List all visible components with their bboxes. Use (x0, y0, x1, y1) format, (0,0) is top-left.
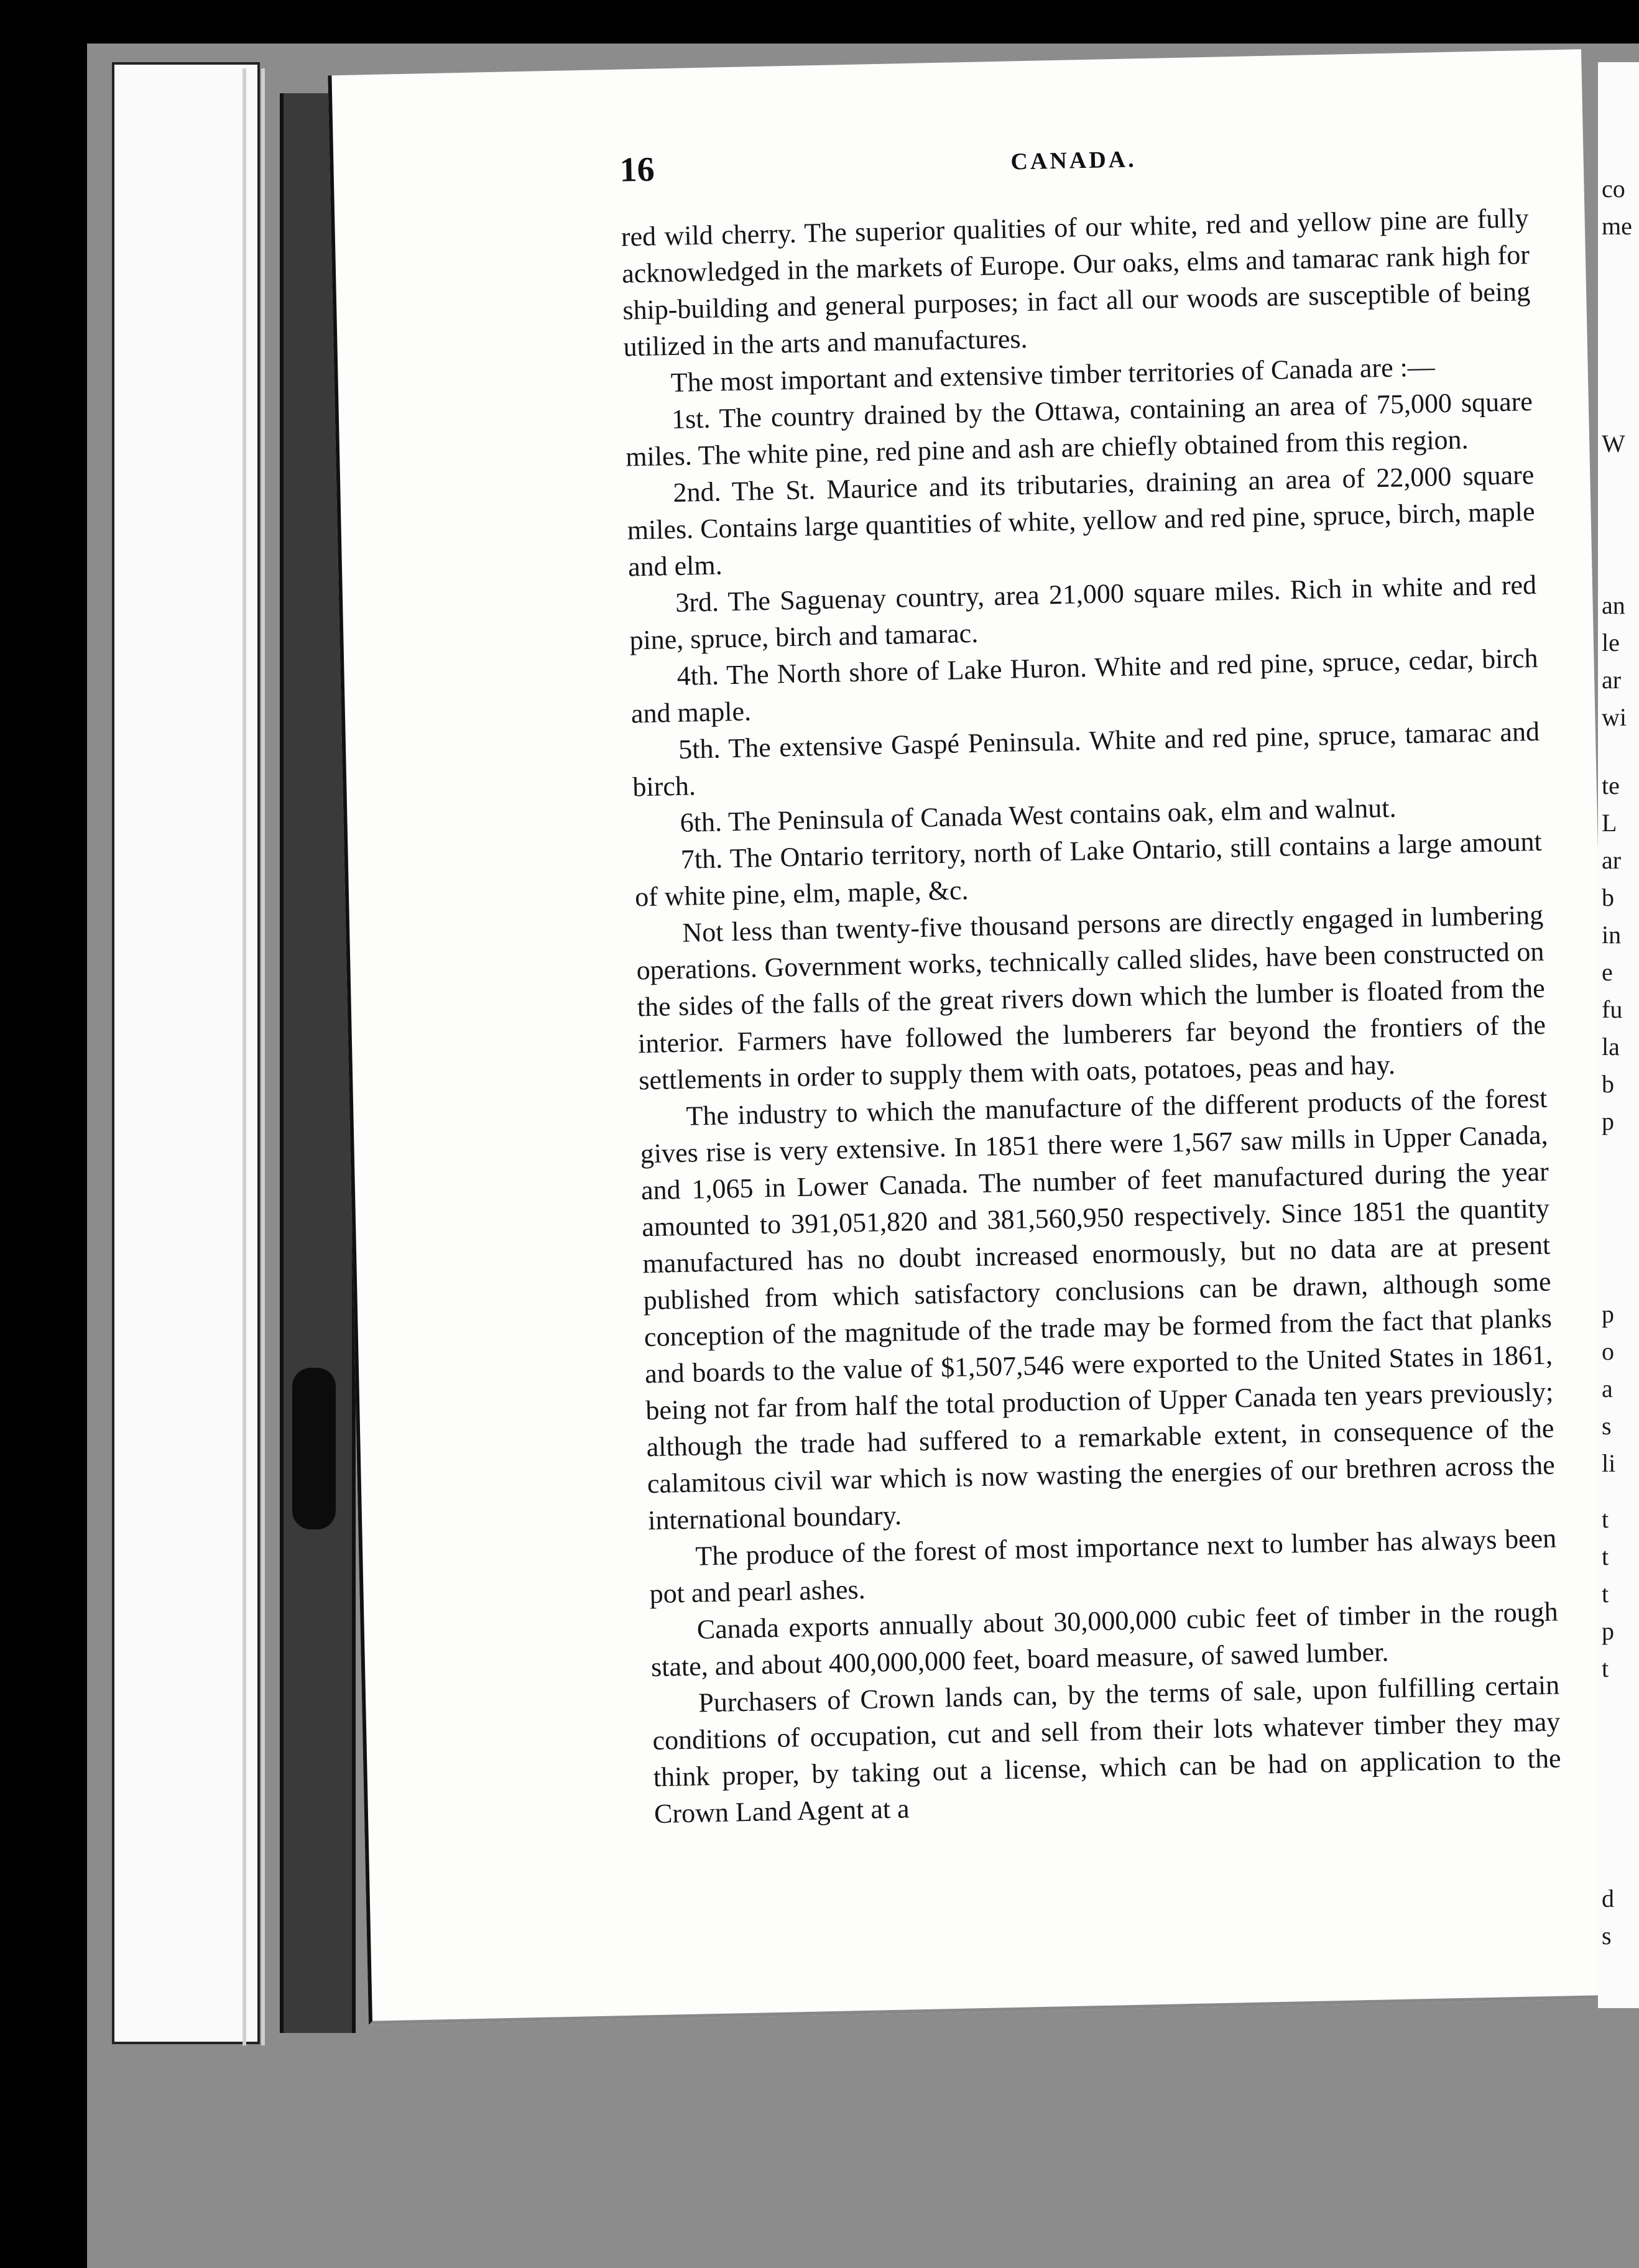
paragraph: The most important and extensive timber territories of Canada are :— (670, 351, 1436, 399)
adjacent-page-text: me (1602, 212, 1632, 240)
adjacent-page-text: ar (1602, 846, 1622, 874)
running-head: CANADA. (1010, 146, 1137, 175)
adjacent-page-text: te (1602, 772, 1620, 800)
paragraph: The produce of the forest of most importance next to lumber has always been pot and pearl ashes. (649, 1523, 1557, 1610)
paragraph: Canada exports annually about 30,000,000 cubic feet of timber in the rough state, and about 400,000,000 feet, board measure, of sawed lumber. (650, 1596, 1559, 1683)
paragraph: Purchasers of Crown lands can, by the terms of sale, upon fulfilling certain conditions of occupation, cut and sell from their lots whatever timber they may think proper, by taking out a license, which can be had on application to the Crown Land Agent at a (652, 1669, 1562, 1830)
page-edges (112, 62, 260, 2044)
adjacent-page-text: ar (1602, 666, 1622, 694)
paragraph: 5th. The extensive Gaspé Peninsula. White and red pine, spruce, tamarac and birch. (632, 716, 1540, 803)
adjacent-page-text: t (1602, 1654, 1609, 1682)
adjacent-page-text: b (1602, 883, 1614, 911)
adjacent-page-text: p (1602, 1617, 1614, 1645)
adjacent-page-text: co (1602, 175, 1625, 203)
adjacent-page-text: in (1602, 921, 1622, 949)
adjacent-page-text: fu (1602, 995, 1623, 1023)
adjacent-page-text: t (1602, 1580, 1609, 1608)
adjacent-page-text: o (1602, 1337, 1614, 1365)
adjacent-page-edge (1598, 62, 1639, 2008)
paragraph: 3rd. The Saguenay country, area 21,000 square miles. Rich in white and red pine, spruce, birch and tamarac. (629, 569, 1537, 656)
adjacent-page-text: W (1602, 430, 1625, 458)
paragraph: The industry to which the manufacture of the different products of the forest gives rise is very extensive. In 1851 there were 1,567 saw mills in Upper Canada, and 1,065 in Lower Canada. The number of feet manufactured during the year amounted to 391,051,820 and 381,560,950 respectively. Since 1851 the quantity manufactured has no doubt increased enormously, but no data are at present published from which satisfactory conclusions can be drawn, although some conception of the magnitude of the trade may be formed from the fact that planks and boards to the value of $1,507,546 were exported to the United States in 1861, being not far from half the total production of Upper Canada ten years previously; although the trade had suffered to a remarkable extent, in consequence of the calamitous civil war which is now wasting the energies of our brethren across the international boundary. (640, 1082, 1556, 1536)
adjacent-page-text: L (1602, 809, 1617, 837)
adjacent-page-text: le (1602, 629, 1620, 657)
paragraph: 1st. The country drained by the Ottawa, containing an area of 75,000 square miles. The white pine, red pine and ash are chiefly obtained from this region. (625, 386, 1533, 472)
adjacent-page-text: e (1602, 958, 1613, 986)
adjacent-page-text: an (1602, 591, 1625, 619)
adjacent-page-text: t (1602, 1505, 1609, 1533)
body-text (621, 200, 1566, 2052)
adjacent-page-text: p (1602, 1300, 1614, 1328)
paragraph: 7th. The Ontario territory, north of Lake Ontario, still contains a large amount of white pine, elm, maple, &c. (634, 826, 1543, 913)
adjacent-page-text: li (1602, 1449, 1616, 1477)
adjacent-page-text: t (1602, 1542, 1609, 1570)
spine-damage (292, 1368, 336, 1529)
paragraph: 6th. The Peninsula of Canada West contains oak, elm and walnut. (680, 792, 1397, 838)
adjacent-page-text: wi (1602, 703, 1627, 731)
adjacent-page-text: b (1602, 1070, 1614, 1098)
paragraph: 4th. The North shore of Lake Huron. White and red pine, spruce, cedar, birch and maple. (630, 642, 1538, 729)
adjacent-page-text: d (1602, 1884, 1614, 1912)
adjacent-page-text: s (1602, 1922, 1612, 1950)
adjacent-page-text: s (1602, 1412, 1612, 1440)
adjacent-page-text: la (1602, 1033, 1620, 1061)
page-header (619, 131, 1528, 200)
paragraph: 2nd. The St. Maurice and its tributaries, draining an area of 22,000 square miles. Contains large quantities of white, yellow and red pine, spruce, birch, maple and elm. (627, 459, 1536, 583)
paragraph: red wild cherry. The superior qualities of our white, red and yellow pine are fully acknowledged in the markets of Europe. Our oaks, elms and tamarac rank high for ship-building and general purposes; in fact all our woods are susceptible of being utilized in the arts and manufactures. (621, 203, 1531, 362)
page-edge-line (261, 68, 265, 2045)
paragraph: Not less than twenty-five thousand persons are directly engaged in lumbering operations. Government works, technically called slides, have been constructed on the sides of the falls of the great rivers down which the lumber is floated from the interior. Farmers have followed the lumberers far beyond the frontiers of the settlements in order to supply them with oats, potatoes, peas and hay. (636, 899, 1546, 1096)
book-page (328, 49, 1622, 2025)
page-edge-line (242, 68, 246, 2045)
adjacent-page-text: a (1602, 1375, 1613, 1403)
adjacent-page-text: p (1602, 1107, 1614, 1135)
page-number: 16 (619, 150, 655, 190)
